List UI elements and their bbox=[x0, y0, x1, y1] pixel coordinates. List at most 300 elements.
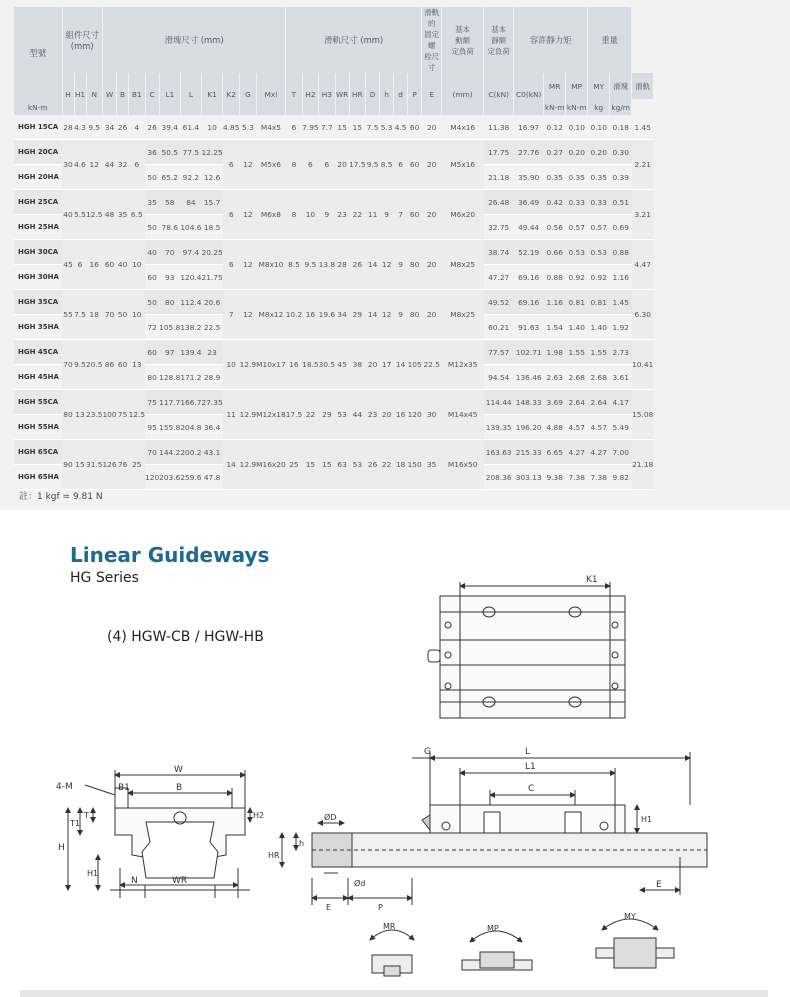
table-cell: 0.88 bbox=[610, 240, 632, 265]
table-cell: 100 bbox=[102, 390, 116, 440]
table-cell: 126 bbox=[102, 440, 116, 490]
table-cell: 7 bbox=[394, 190, 408, 240]
table-cell: 80 bbox=[145, 365, 159, 390]
table-cell: 128.8 bbox=[159, 365, 180, 390]
table-cell: 0.35 bbox=[566, 165, 588, 190]
table-cell: 12.6 bbox=[202, 165, 223, 190]
subheader-cell: H3 bbox=[319, 73, 335, 115]
table-cell: M6x8 bbox=[256, 190, 286, 240]
table-cell: 15.08 bbox=[632, 390, 654, 440]
table-cell: 1.16 bbox=[544, 290, 566, 315]
label-c: C bbox=[528, 784, 535, 794]
table-cell: 28 bbox=[62, 115, 74, 140]
table-cell: 60 bbox=[408, 190, 422, 240]
table-cell: M5x16 bbox=[442, 140, 484, 190]
table-cell: 4.6 bbox=[74, 140, 86, 190]
table-cell: 4 bbox=[129, 115, 145, 140]
table-cell: 0.51 bbox=[610, 190, 632, 215]
model-cell: HGH 55CA bbox=[14, 390, 62, 415]
subheader-cell: 滑塊 bbox=[610, 73, 632, 99]
table-cell: 53 bbox=[349, 440, 365, 490]
subheader-cell: C bbox=[145, 73, 159, 115]
table-cell: 12.9 bbox=[240, 440, 256, 490]
table-cell: 69.16 bbox=[514, 265, 544, 290]
table-cell: 30 bbox=[62, 140, 74, 190]
table-cell: 20 bbox=[380, 390, 394, 440]
table-cell: 80 bbox=[159, 290, 180, 315]
table-cell: M14x45 bbox=[442, 390, 484, 440]
table-cell: 55 bbox=[62, 290, 74, 340]
table-cell: 15 bbox=[335, 115, 349, 140]
table-cell: 1.54 bbox=[544, 315, 566, 340]
table-cell: 4.57 bbox=[588, 415, 610, 440]
table-cell: 47.8 bbox=[202, 465, 223, 490]
table-cell: M8x25 bbox=[442, 290, 484, 340]
table-cell: 0.66 bbox=[544, 240, 566, 265]
table-cell: 30 bbox=[422, 390, 442, 440]
subheader-cell: d bbox=[394, 73, 408, 115]
table-cell: 6 bbox=[74, 240, 86, 290]
table-cell: 44 bbox=[102, 140, 116, 190]
subheader-cell: D bbox=[366, 73, 380, 115]
label-mr: MR bbox=[383, 922, 396, 931]
table-cell: 35 bbox=[422, 440, 442, 490]
table-cell: 10 bbox=[223, 340, 240, 390]
table-cell: 11 bbox=[366, 190, 380, 240]
table-cell: 80 bbox=[408, 240, 422, 290]
model-cell: HGH 30HA bbox=[14, 265, 62, 290]
table-cell: 139.35 bbox=[484, 415, 514, 440]
subheader-cell: E bbox=[422, 73, 442, 115]
table-cell: 204.8 bbox=[180, 415, 201, 440]
table-cell: 16.97 bbox=[514, 115, 544, 140]
table-cell: 38 bbox=[349, 340, 365, 390]
table-cell: 0.20 bbox=[588, 140, 610, 165]
table-cell: 13.8 bbox=[319, 240, 335, 290]
table-cell: 0.18 bbox=[610, 115, 632, 140]
table-cell: 29 bbox=[319, 390, 335, 440]
table-cell: M16x50 bbox=[442, 440, 484, 490]
label-l: L bbox=[525, 747, 531, 757]
subheader-cell: h bbox=[380, 73, 394, 115]
table-cell: 9.5 bbox=[366, 140, 380, 190]
table-cell: 70 bbox=[62, 340, 74, 390]
table-cell: 23.5 bbox=[86, 390, 102, 440]
table-cell: M10x17 bbox=[256, 340, 286, 390]
table-cell: 84 bbox=[180, 190, 201, 215]
table-cell: 60 bbox=[145, 340, 159, 365]
table-cell: 16 bbox=[286, 340, 302, 390]
table-cell: 26 bbox=[366, 440, 380, 490]
table-cell: 22.5 bbox=[422, 340, 442, 390]
table-cell: 12 bbox=[240, 240, 256, 290]
table-cell: 17 bbox=[380, 340, 394, 390]
subheader-cell: C0(kN) bbox=[514, 73, 544, 115]
header-moment: 容許靜力矩 bbox=[514, 7, 588, 73]
table-cell: 60 bbox=[117, 340, 129, 390]
subheader-cell: G bbox=[240, 73, 256, 115]
label-h2: H2 bbox=[253, 811, 265, 820]
table-cell: 21.75 bbox=[202, 265, 223, 290]
table-cell: 72 bbox=[145, 315, 159, 340]
table-cell: 259.6 bbox=[180, 465, 201, 490]
table-cell: 1.45 bbox=[610, 290, 632, 315]
table-cell: 9.5 bbox=[86, 115, 102, 140]
table-cell: 1.45 bbox=[632, 115, 654, 140]
table-cell: 0.81 bbox=[566, 290, 588, 315]
table-cell: 15.7 bbox=[202, 190, 223, 215]
label-d-big: ØD bbox=[324, 813, 337, 822]
table-cell: 5.3 bbox=[380, 115, 394, 140]
table-cell: 120.4 bbox=[180, 265, 201, 290]
model-cell: HGH 25CA bbox=[14, 190, 62, 215]
table-cell: 163.63 bbox=[484, 440, 514, 465]
table-cell: 139.4 bbox=[180, 340, 201, 365]
label-w: W bbox=[174, 765, 183, 775]
model-cell: HGH 35HA bbox=[14, 315, 62, 340]
unit-header: kN-m bbox=[14, 99, 62, 115]
table-cell: 10 bbox=[202, 115, 223, 140]
table-cell: 97 bbox=[159, 340, 180, 365]
subheader-cell: (mm) bbox=[442, 73, 484, 115]
table-cell: M8x10 bbox=[256, 240, 286, 290]
model-cell: HGH 45HA bbox=[14, 365, 62, 390]
section-subtitle: HG Series bbox=[70, 570, 139, 586]
table-cell: 36 bbox=[145, 140, 159, 165]
table-cell: 40 bbox=[117, 240, 129, 290]
moment-mr-icon bbox=[370, 930, 414, 976]
table-cell: 0.56 bbox=[544, 215, 566, 240]
table-cell: 1.55 bbox=[566, 340, 588, 365]
table-cell: 35.90 bbox=[514, 165, 544, 190]
table-cell: 11.38 bbox=[484, 115, 514, 140]
table-cell: 138.2 bbox=[180, 315, 201, 340]
table-cell: 144.2 bbox=[159, 440, 180, 465]
table-cell: 120 bbox=[408, 390, 422, 440]
table-cell: 26.48 bbox=[484, 190, 514, 215]
table-cell: 50 bbox=[145, 215, 159, 240]
subheader-cell: H2 bbox=[302, 73, 318, 115]
table-cell: 4.88 bbox=[544, 415, 566, 440]
subheader-cell: Mxl bbox=[256, 73, 286, 115]
table-cell: 50 bbox=[117, 290, 129, 340]
subheader-cell: W bbox=[102, 73, 116, 115]
table-cell: 13 bbox=[129, 340, 145, 390]
label-mp: MP bbox=[487, 924, 499, 933]
label-h1-side: H1 bbox=[641, 815, 653, 824]
label-b1: B1 bbox=[118, 783, 130, 793]
table-cell: 40 bbox=[145, 240, 159, 265]
table-cell: 6 bbox=[286, 115, 302, 140]
table-cell: 70 bbox=[159, 240, 180, 265]
table-cell: 35 bbox=[145, 190, 159, 215]
table-cell: 23 bbox=[335, 190, 349, 240]
table-cell: 9 bbox=[394, 240, 408, 290]
table-cell: 50 bbox=[145, 290, 159, 315]
table-cell: 16 bbox=[86, 240, 102, 290]
header-dynamic-load: 基本 動額 定負荷 bbox=[442, 7, 484, 73]
table-cell: 80 bbox=[62, 390, 74, 440]
label-l1: L1 bbox=[525, 762, 536, 772]
table-cell: 171.2 bbox=[180, 365, 201, 390]
subheader-cell: P bbox=[408, 73, 422, 115]
table-cell: 1.98 bbox=[544, 340, 566, 365]
table-cell: 26 bbox=[145, 115, 159, 140]
table-cell: 7.00 bbox=[610, 440, 632, 465]
table-cell: 1.40 bbox=[566, 315, 588, 340]
table-cell: 26 bbox=[117, 115, 129, 140]
table-cell: 10 bbox=[129, 240, 145, 290]
subheader-cell: MY bbox=[588, 73, 610, 99]
table-cell: 95 bbox=[145, 415, 159, 440]
table-cell: 22.5 bbox=[202, 315, 223, 340]
table-cell: 76 bbox=[117, 440, 129, 490]
table-cell: 21.18 bbox=[632, 440, 654, 490]
table-cell: 12.25 bbox=[202, 140, 223, 165]
table-cell: 20.5 bbox=[86, 340, 102, 390]
moment-mp-icon bbox=[462, 931, 532, 970]
table-cell: 15 bbox=[319, 440, 335, 490]
table-cell: 102.71 bbox=[514, 340, 544, 365]
table-cell: 36.49 bbox=[514, 190, 544, 215]
table-cell: 17.75 bbox=[484, 140, 514, 165]
table-cell: 28.9 bbox=[202, 365, 223, 390]
header-static-load: 基本 靜額 定負荷 bbox=[484, 7, 514, 73]
label-my: MY bbox=[624, 912, 636, 921]
label-b: B bbox=[176, 783, 183, 793]
header-rail: 滑軌尺寸 (mm) bbox=[286, 7, 422, 73]
table-cell: 6 bbox=[302, 140, 318, 190]
table-cell: 70 bbox=[145, 440, 159, 465]
table-cell: 18 bbox=[86, 290, 102, 340]
table-cell: 0.12 bbox=[544, 115, 566, 140]
table-cell: 16 bbox=[302, 290, 318, 340]
table-cell: 25 bbox=[129, 440, 145, 490]
table-cell: 208.36 bbox=[484, 465, 514, 490]
table-cell: 14 bbox=[394, 340, 408, 390]
table-cell: 17.5 bbox=[349, 140, 365, 190]
table-cell: 0.81 bbox=[588, 290, 610, 315]
table-cell: M12x18 bbox=[256, 390, 286, 440]
table-cell: M6x20 bbox=[442, 190, 484, 240]
table-cell: 29 bbox=[349, 290, 365, 340]
table-cell: 0.33 bbox=[566, 190, 588, 215]
label-e2: E bbox=[326, 903, 332, 912]
table-cell: 10 bbox=[129, 290, 145, 340]
table-cell: 20 bbox=[422, 140, 442, 190]
table-cell: M5x6 bbox=[256, 140, 286, 190]
table-cell: 12.5 bbox=[86, 190, 102, 240]
table-cell: 2.68 bbox=[588, 365, 610, 390]
table-cell: 14 bbox=[366, 290, 380, 340]
table-cell: 15 bbox=[349, 115, 365, 140]
subheader-cell: L1 bbox=[159, 73, 180, 115]
table-cell: 13 bbox=[74, 390, 86, 440]
table-cell: 94.54 bbox=[484, 365, 514, 390]
table-cell: 16 bbox=[394, 390, 408, 440]
table-cell: 97.4 bbox=[180, 240, 201, 265]
table-cell: M8x25 bbox=[442, 240, 484, 290]
header-model: 型號 bbox=[14, 7, 62, 99]
table-cell: 18.5 bbox=[202, 215, 223, 240]
table-cell: 5.3 bbox=[240, 115, 256, 140]
table-cell: 14 bbox=[366, 240, 380, 290]
table-cell: 303.13 bbox=[514, 465, 544, 490]
table-cell: 12.9 bbox=[240, 340, 256, 390]
table-cell: 65.2 bbox=[159, 165, 180, 190]
table-cell: 196.20 bbox=[514, 415, 544, 440]
top-view-drawing bbox=[428, 582, 625, 718]
subheader-cell: 滑軌 bbox=[632, 73, 654, 99]
table-cell: 44 bbox=[349, 390, 365, 440]
table-cell: 6 bbox=[223, 140, 240, 190]
table-cell: 27.76 bbox=[514, 140, 544, 165]
table-cell: 20 bbox=[422, 190, 442, 240]
table-cell: 34 bbox=[102, 115, 116, 140]
table-cell: 5.5 bbox=[74, 190, 86, 240]
table-cell: 20 bbox=[422, 240, 442, 290]
header-block: 滑塊尺寸 (mm) bbox=[102, 7, 285, 73]
table-cell: 70 bbox=[102, 290, 116, 340]
table-cell: 1.55 bbox=[588, 340, 610, 365]
table-cell: 117.7 bbox=[159, 390, 180, 415]
table-cell: 7.95 bbox=[302, 115, 318, 140]
table-cell: 23 bbox=[366, 390, 380, 440]
table-cell: 20 bbox=[366, 340, 380, 390]
table-cell: 49.44 bbox=[514, 215, 544, 240]
label-4m: 4-M bbox=[56, 782, 73, 792]
label-t: T bbox=[84, 811, 89, 820]
unit-header: kN-m bbox=[566, 99, 588, 115]
table-cell: 20 bbox=[335, 140, 349, 190]
table-cell: 2.63 bbox=[544, 365, 566, 390]
table-cell: 6 bbox=[223, 190, 240, 240]
table-cell: M4x16 bbox=[442, 115, 484, 140]
table-cell: 31.5 bbox=[86, 440, 102, 490]
table-cell: 8 bbox=[286, 140, 302, 190]
table-cell: 0.57 bbox=[588, 215, 610, 240]
unit-header: kg/m bbox=[610, 99, 632, 115]
table-cell: 0.69 bbox=[610, 215, 632, 240]
table-cell: 45 bbox=[335, 340, 349, 390]
table-cell: 4.47 bbox=[632, 240, 654, 290]
table-cell: 63 bbox=[335, 440, 349, 490]
front-view-drawing bbox=[68, 770, 250, 898]
subheader-cell: HR bbox=[349, 73, 365, 115]
table-cell: 32.75 bbox=[484, 215, 514, 240]
table-cell: 0.92 bbox=[588, 265, 610, 290]
label-k1-top: K1 bbox=[586, 575, 598, 585]
table-cell: 2.64 bbox=[566, 390, 588, 415]
table-cell: 9.38 bbox=[544, 465, 566, 490]
table-cell: 39.4 bbox=[159, 115, 180, 140]
table-cell: 92.2 bbox=[180, 165, 201, 190]
table-cell: 0.53 bbox=[566, 240, 588, 265]
table-cell: 77.57 bbox=[484, 340, 514, 365]
table-cell: 9.82 bbox=[610, 465, 632, 490]
table-cell: 9.5 bbox=[74, 340, 86, 390]
table-cell: 6.5 bbox=[129, 190, 145, 240]
note-text: 註：1 kgf = 9.81 N bbox=[19, 492, 103, 502]
table-cell: 7.7 bbox=[319, 115, 335, 140]
table-cell: 3.61 bbox=[610, 365, 632, 390]
table-cell: 6 bbox=[129, 140, 145, 190]
table-cell: 104.6 bbox=[180, 215, 201, 240]
label-e: E bbox=[656, 880, 662, 890]
table-cell: 155.8 bbox=[159, 415, 180, 440]
table-cell: 0.57 bbox=[566, 215, 588, 240]
table-cell: 77.5 bbox=[180, 140, 201, 165]
label-n: N bbox=[131, 876, 138, 886]
subheader-cell: C(kN) bbox=[484, 73, 514, 115]
table-cell: 20 bbox=[422, 290, 442, 340]
subheader-cell: WR bbox=[335, 73, 349, 115]
table-cell: 50.5 bbox=[159, 140, 180, 165]
table-cell: 9 bbox=[380, 190, 394, 240]
table-cell: 23 bbox=[202, 340, 223, 365]
table-cell: 120 bbox=[145, 465, 159, 490]
table-cell: 25 bbox=[286, 440, 302, 490]
subheader-cell: B bbox=[117, 73, 129, 115]
table-cell: 2.21 bbox=[632, 140, 654, 190]
model-cell: HGH 65HA bbox=[14, 465, 62, 490]
table-cell: 11 bbox=[223, 390, 240, 440]
table-cell: 166.7 bbox=[180, 390, 201, 415]
table-cell: 12 bbox=[240, 190, 256, 240]
subheader-cell: T bbox=[286, 73, 302, 115]
table-cell: 78.6 bbox=[159, 215, 180, 240]
table-cell: 0.39 bbox=[610, 165, 632, 190]
table-cell: 80 bbox=[408, 290, 422, 340]
table-cell: 10.41 bbox=[632, 340, 654, 390]
table-cell: 58 bbox=[159, 190, 180, 215]
table-cell: 93 bbox=[159, 265, 180, 290]
table-cell: 3.21 bbox=[632, 190, 654, 240]
model-cell: HGH 30CA bbox=[14, 240, 62, 265]
label-d-small: Ød bbox=[354, 879, 366, 888]
table-cell: 48 bbox=[102, 190, 116, 240]
table-cell: 203.6 bbox=[159, 465, 180, 490]
table-cell: 0.88 bbox=[544, 265, 566, 290]
table-cell: 0.35 bbox=[544, 165, 566, 190]
table-cell: 10 bbox=[302, 190, 318, 240]
table-cell: 0.10 bbox=[588, 115, 610, 140]
footer-bar bbox=[20, 990, 768, 997]
table-cell: 0.30 bbox=[610, 140, 632, 165]
table-cell: 69.16 bbox=[514, 290, 544, 315]
subheader-cell: MR bbox=[544, 73, 566, 99]
subheader-cell: H bbox=[62, 73, 74, 115]
label-h1-front: H1 bbox=[87, 869, 99, 878]
table-cell: 0.92 bbox=[566, 265, 588, 290]
table-cell: M8x12 bbox=[256, 290, 286, 340]
table-cell: 105 bbox=[408, 340, 422, 390]
table-cell: 4.17 bbox=[610, 390, 632, 415]
table-cell: 60 bbox=[145, 265, 159, 290]
table-cell: 200.2 bbox=[180, 440, 201, 465]
model-cell: HGH 55HA bbox=[14, 415, 62, 440]
side-view-drawing bbox=[282, 752, 707, 905]
table-cell: 12 bbox=[86, 140, 102, 190]
model-cell: HGH 15CA bbox=[14, 115, 62, 140]
label-wr: WR bbox=[172, 876, 188, 886]
table-cell: 20.25 bbox=[202, 240, 223, 265]
table-cell: 60 bbox=[408, 140, 422, 190]
table-cell: 7.38 bbox=[566, 465, 588, 490]
subheader-cell: N bbox=[86, 73, 102, 115]
table-cell: 20 bbox=[422, 115, 442, 140]
table-cell: 8 bbox=[286, 190, 302, 240]
